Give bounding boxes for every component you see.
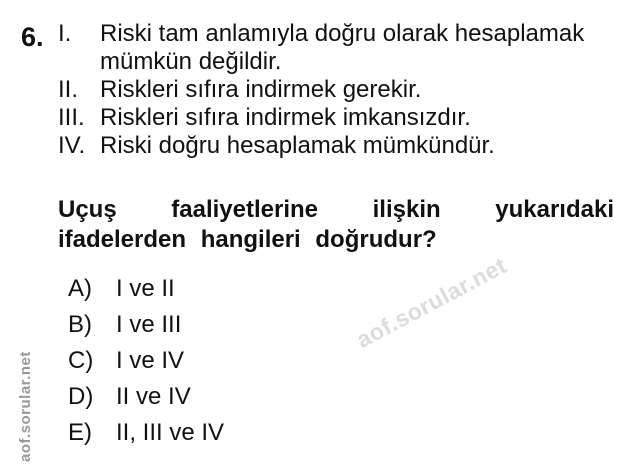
question-number: 6. xyxy=(21,22,44,52)
question-stem: Uçuş faaliyetlerine ilişkin yukarıdaki ifadelerden hangileri doğrudur? xyxy=(58,196,614,253)
option-text: I ve III xyxy=(116,311,182,338)
statement-text: Riski doğru hesaplamak mümkündür. xyxy=(100,132,495,159)
option-text: II, III ve IV xyxy=(116,419,225,446)
statement-numeral: II. xyxy=(58,76,79,103)
statement-text: Riski tam anlamıyla doğru olarak hesaplamak mümkün değildir. xyxy=(100,20,585,75)
option-text: I ve II xyxy=(116,275,175,302)
option-letter: E) xyxy=(68,419,92,446)
option-letter: B) xyxy=(68,311,92,338)
option-letter: D) xyxy=(68,383,94,410)
question-content xyxy=(58,20,614,451)
statement-numeral: I. xyxy=(58,20,72,47)
statement-text: Riskleri sıfıra indirmek imkansızdır. xyxy=(100,104,471,131)
watermark-left-vertical: aof.sorular.net xyxy=(17,351,34,462)
statement-numeral: III. xyxy=(58,104,85,131)
option-b xyxy=(58,307,614,343)
statement-text: Riskleri sıfıra indirmek gerekir. xyxy=(100,76,422,103)
statement-item xyxy=(58,104,614,132)
options-list xyxy=(58,271,614,451)
option-c xyxy=(58,343,614,379)
option-text: II ve IV xyxy=(116,383,191,410)
option-text: I ve IV xyxy=(116,347,185,374)
option-letter: A) xyxy=(68,275,92,302)
statement-list xyxy=(58,20,614,160)
statement-numeral: IV. xyxy=(58,132,86,159)
option-a xyxy=(58,271,614,307)
watermark-diagonal: aof.sorular.net xyxy=(352,252,511,353)
statement-item xyxy=(58,20,614,76)
option-letter: C) xyxy=(68,347,94,374)
option-d xyxy=(58,379,614,415)
statement-item xyxy=(58,76,614,104)
statement-item xyxy=(58,132,614,160)
option-e xyxy=(58,415,614,451)
